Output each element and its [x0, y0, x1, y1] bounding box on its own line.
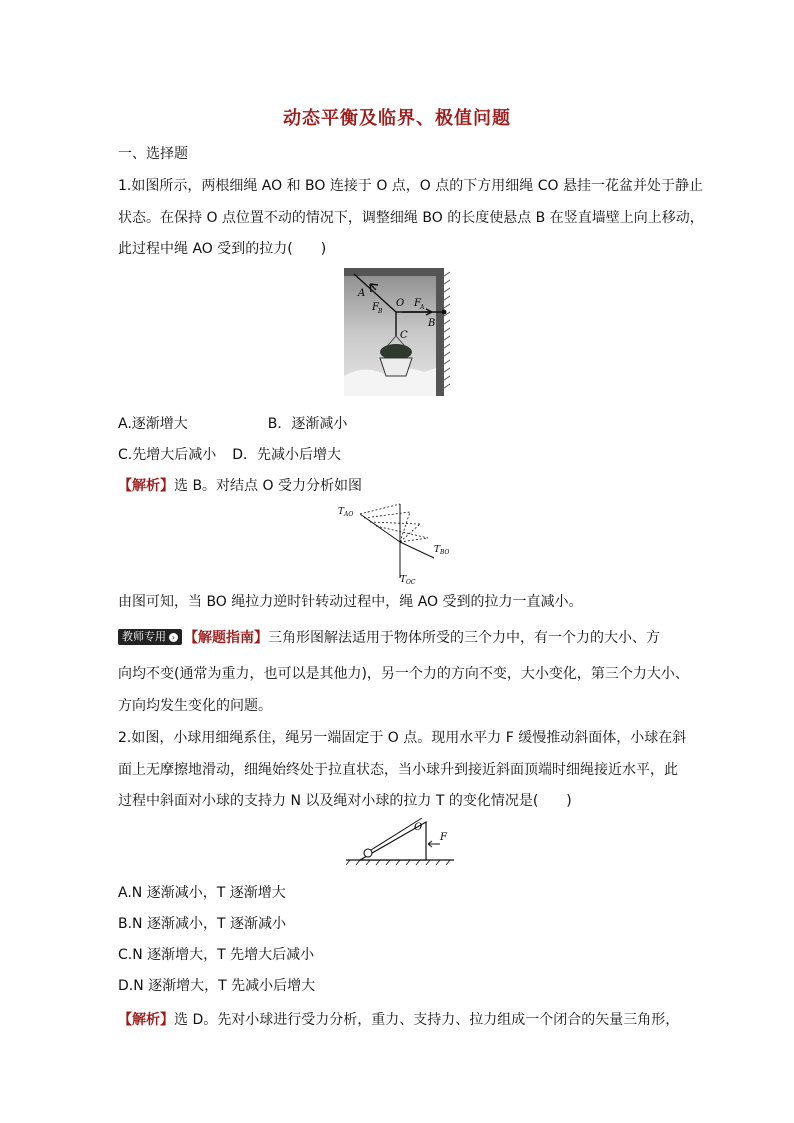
flower-pot: [380, 358, 412, 376]
label-f: F: [440, 832, 447, 843]
q2-analysis: [118, 1010, 678, 1030]
label-o: O: [396, 298, 405, 309]
ball: [364, 849, 372, 857]
q1-force-triangle-diagram: [334, 502, 464, 584]
q2-option-d: D.N 逐渐增大，T 先减小后增大: [118, 978, 316, 994]
label-fa-subscript: A: [420, 304, 425, 311]
q2-option-b: B.N 逐渐减小，T 逐渐减小: [118, 916, 286, 932]
label-fb: F: [372, 302, 379, 313]
q1-options-row-2: [118, 445, 678, 465]
tao-vector: [360, 514, 400, 542]
teacher-note-line-3: 方向均发生变化的问题。: [118, 698, 272, 714]
q2-line-3: 过程中斜面对小球的支持力 N 以及绳对小球的拉力 T 的变化情况是( ): [118, 793, 572, 809]
label-toc-subscript: OC: [406, 579, 416, 584]
q1-option-c: C.先增大后减小: [118, 447, 217, 463]
q2-incline-figure: [346, 816, 458, 866]
anchor-b: [442, 310, 447, 315]
q1-line-1: 1.如图所示，两根细绳 AO 和 BO 连接于 O 点，O 点的下方用细绳 CO 悬挂一花盆并处于静止: [118, 178, 703, 194]
solution-guide-tag: 【解题指南】: [184, 630, 268, 646]
q1-options-row-1: [118, 414, 678, 434]
q2-analysis-tag: 【解析】: [118, 1012, 174, 1028]
q2-line-2: 面上无摩擦地滑动，细绳始终处于拉直状态，当小球升到接近斜面顶端时细绳接近水平，此: [118, 762, 678, 778]
q1-line-3: 此过程中绳 AO 受到的拉力( ): [118, 241, 327, 257]
ceiling: [344, 268, 444, 276]
label-tao-subscript: AO: [344, 511, 354, 518]
ground-hatching: [346, 860, 450, 865]
q1-line-2: 状态。在保持 O 点位置不动的情况下，调整细绳 BO 的长度使悬点 B 在竖直墙壁上向上移动，: [118, 210, 704, 226]
q1-analysis-tag: 【解析】: [118, 478, 174, 494]
label-fa: F: [414, 298, 421, 309]
q1-hanging-pot-figure: [344, 268, 460, 396]
wall-hatching: [444, 272, 450, 388]
q1-analysis-text: 选 B。对结点 O 受力分析如图: [174, 478, 362, 494]
right-wall: [436, 268, 444, 396]
teacher-note-line-1: [118, 628, 678, 648]
q2-line-1: 2.如图，小球用细绳系住，绳另一端固定于 O 点。现用水平力 F 缓慢推动斜面体，小球在斜: [118, 730, 687, 746]
label-o2: O: [414, 822, 423, 833]
label-tbo-subscript: BO: [440, 549, 450, 556]
q1-conclusion: 由图可知，当 BO 绳拉力逆时针转动过程中，绳 AO 受到的拉力一直减小。: [118, 594, 583, 610]
section-heading: 一、选择题: [118, 146, 188, 162]
q1-analysis: [118, 476, 678, 496]
teacher-note-text-1: 三角形图解法适用于物体所受的三个力中，有一个力的大小、方: [268, 630, 660, 646]
page-title: 动态平衡及临界、极值问题: [283, 108, 511, 129]
q1-option-b: B．逐渐减小: [267, 416, 348, 432]
teacher-only-badge: [118, 629, 182, 645]
label-fb-subscript: B: [378, 308, 383, 315]
q1-option-a: A.逐渐增大: [118, 416, 188, 432]
tbo-vector: [400, 542, 434, 558]
label-a: A: [358, 288, 366, 299]
teacher-note-line-2: 向均不变(通常为重力，也可以是其他力)，另一个力的方向不变，大小变化，第三个力大小、: [118, 666, 689, 682]
teacher-badge-text: 教师专用: [122, 630, 166, 643]
q2-option-a: A.N 逐渐减小，T 逐渐增大: [118, 885, 286, 901]
q1-option-d: D．先减小后增大: [232, 447, 342, 463]
q2-option-c: C.N 逐渐增大，T 先增大后减小: [118, 947, 315, 963]
label-toc: T: [400, 575, 407, 584]
label-c: C: [400, 330, 408, 341]
arrow-circle-icon: ›: [169, 633, 178, 642]
label-b: B: [428, 318, 436, 329]
q2-analysis-text: 选 D。先对小球进行受力分析，重力、支持力、拉力组成一个闭合的矢量三角形，: [174, 1012, 680, 1028]
label-tbo: T: [434, 545, 441, 555]
dashed-construction-lines: [360, 504, 428, 542]
label-tao: T: [338, 507, 345, 517]
